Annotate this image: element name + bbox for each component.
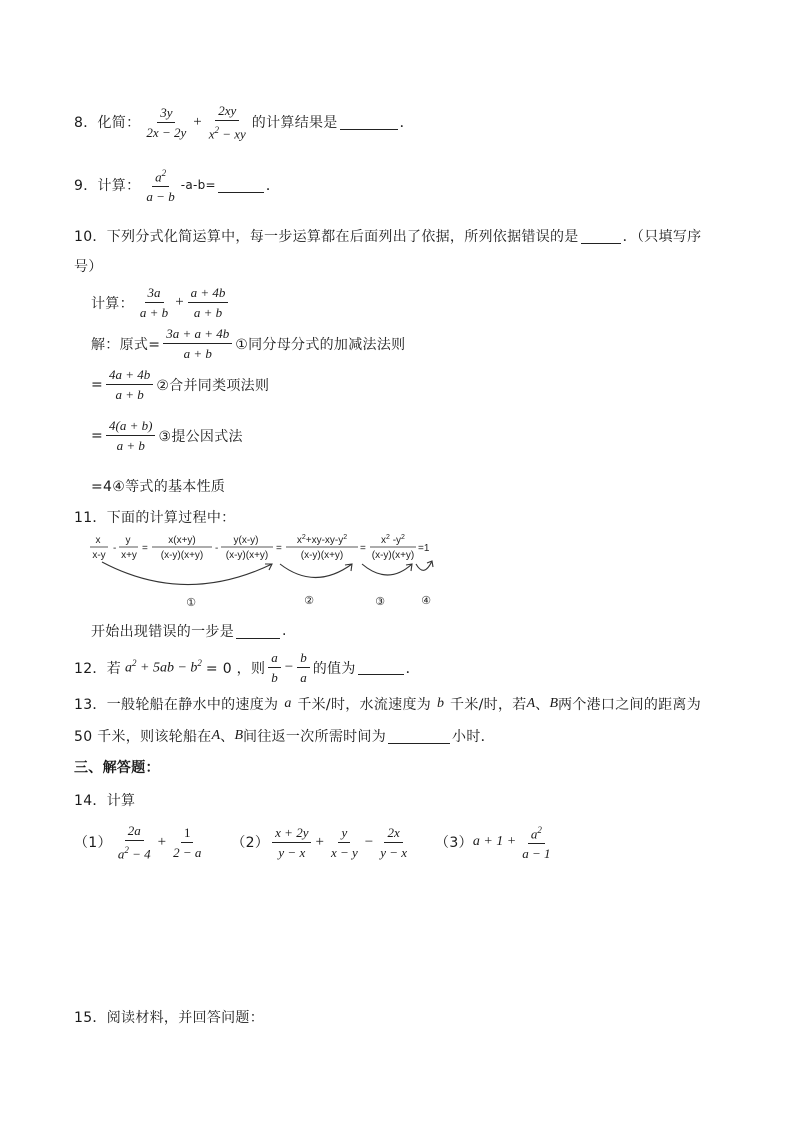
q10-step4 — [91, 476, 225, 496]
question-11 — [74, 507, 235, 527]
q12-eq-rhs: = 0 ，则 — [205, 660, 266, 677]
q9-answer-blank[interactable] — [218, 178, 264, 193]
q12-fraction-1: $\frac{a}{b}$ — [268, 650, 281, 685]
q11-answer-blank[interactable] — [236, 624, 280, 639]
q13-line2c: 小时． — [452, 729, 495, 745]
q13-line2b: 间往返一次所需时间为 — [243, 729, 387, 745]
q12-equation: $a^2 + 5ab - b^2$ — [125, 658, 202, 676]
q14-part-2-fraction-3: $\frac{2x}{y - x}$ — [380, 824, 408, 860]
svg-text:x-y: x-y — [92, 550, 106, 561]
q10-step3-fraction: $\frac{4(a + b)}{a + b}$ — [106, 418, 155, 453]
q10-sol-label: 解：原式= — [91, 336, 161, 353]
q13-var-a: a — [284, 696, 292, 711]
q14-part-2-label: （2） — [231, 835, 270, 852]
q10-calc-label: 计算： — [91, 295, 134, 312]
svg-text:-: - — [215, 543, 219, 554]
svg-text:x(x+y): x(x+y) — [168, 535, 196, 546]
q14-part-3-fraction: $\frac{a^2}{a - 1}$ — [522, 825, 551, 862]
q14-part-2-fraction-1: $\frac{x + 2y}{y - x}$ — [272, 825, 311, 860]
q14-parts: （1） $\frac{2a}{a^2 - 4}$ + $\frac{1}{2 - a}$ （2） $\frac{x + 2y}{y - x}$ + $\frac{y}{x - y}$ − $\frac{2x}{y - x}$ （3） a + 1 + $\frac{a^2}{a - 1}$ — [74, 823, 557, 861]
svg-text:y: y — [125, 535, 131, 546]
question-13: 13．一般轮船在静水中的速度为 a 千米/时，水流速度为 b 千米/时，若 A 、 B 两个港口之间的距离为 — [74, 696, 702, 713]
q14-part-1-fraction-1: $\frac{2a}{a^2 - 4}$ — [117, 823, 151, 862]
q8-end: ． — [399, 115, 414, 132]
q11-result: =1 — [418, 543, 430, 554]
svg-text:(x-y)(x+y): (x-y)(x+y) — [160, 550, 204, 561]
q13-answer-blank[interactable] — [388, 729, 450, 744]
q11-calculation-figure — [90, 531, 440, 611]
q10-step4-text: =4④等式的基本性质 — [91, 479, 226, 495]
q12-fraction-2: $\frac{b}{a}$ — [297, 650, 310, 685]
q13-line1c: 千米/时，若 — [450, 697, 527, 713]
q11-step-1: ① — [186, 597, 196, 609]
q13-line2: 50 千米，则该轮船在 A 、 B 间往返一次所需时间为 小时． — [74, 728, 495, 745]
q8-fraction-2: $\frac{2xy}{x^2 - xy}$ — [208, 103, 246, 142]
question-12: 12．若 $a^2 + 5ab - b^2$ = 0 ，则 $\frac{a}{b}$ − $\frac{b}{a}$ 的值为 ． — [74, 650, 420, 685]
q14-part-1-fraction-2: $\frac{1}{2 - a}$ — [173, 824, 202, 860]
svg-text:-: - — [113, 543, 117, 554]
svg-text:(x-y)(x+y): (x-y)(x+y) — [225, 550, 269, 561]
svg-text:(x-y)(x+y): (x-y)(x+y) — [300, 550, 344, 561]
q8-after: 的计算结果是 — [251, 115, 338, 132]
q11-step-4: ④ — [421, 595, 431, 607]
q11-step-3: ③ — [375, 596, 385, 608]
q10-text: 10．下列分式化简运算中，每一步运算都在后面列出了依据，所列依据错误的是 — [74, 229, 579, 245]
q11-answer — [91, 621, 287, 641]
q11-text: 11．下面的计算过程中： — [74, 510, 236, 526]
q10-step3-reason: ③提公因式法 — [158, 428, 243, 445]
svg-text:=: = — [360, 543, 366, 554]
svg-text:x2+xy-xy-y2: $x^2+xy-xy-y^2$ — [296, 534, 348, 546]
q12-after: 的值为 — [312, 660, 356, 677]
q11-arrow-1 — [102, 562, 272, 585]
q10-calc-fraction-1: $\frac{3a}{a + b}$ — [139, 285, 169, 320]
svg-text:=: = — [276, 543, 282, 554]
q10-step1-fraction: $\frac{3a + a + 4b}{a + b}$ — [163, 326, 232, 361]
q9-fraction: $\frac{a^2}{a - b}$ — [146, 168, 175, 205]
question-15 — [74, 1007, 264, 1027]
question-10 — [74, 226, 701, 246]
q13-line1d: 两个港口之间的距离为 — [558, 697, 702, 713]
q13-line2a: 50 千米，则该轮船在 — [74, 729, 212, 745]
q11-answer-end: . — [282, 623, 287, 639]
q8-answer-blank[interactable] — [340, 115, 398, 130]
q10-step2-reason: ②合并同类项法则 — [156, 377, 270, 394]
q11-answer-label: 开始出现错误的一步是 — [91, 624, 234, 640]
q10-answer-blank[interactable] — [581, 229, 621, 244]
section-3-heading — [74, 757, 160, 777]
q11-arrow-2 — [280, 564, 352, 578]
q10-step2 — [91, 367, 269, 402]
q15-label: 15．阅读材料，并回答问题： — [74, 1010, 265, 1026]
q14-part-3-label: （3） — [435, 835, 473, 852]
q10-step1-reason: ①同分母分式的加减法法则 — [235, 336, 406, 353]
q14-part-2-fraction-2: $\frac{y}{x - y}$ — [330, 824, 358, 860]
q13-ports-ab: A — [526, 696, 536, 711]
q13-line1a: 13．一般轮船在静水中的速度为 — [74, 697, 279, 713]
svg-text:=: = — [142, 543, 148, 554]
section-3-title: 三、解答题： — [74, 760, 160, 776]
q10-after: ．（只填写序 — [622, 229, 702, 245]
q10-step1 — [91, 326, 405, 361]
q9-label: 9．计算： — [74, 178, 141, 195]
q11-step-2: ② — [304, 595, 314, 607]
q12-label: 12．若 — [74, 660, 122, 677]
q10-eq-3: = — [91, 427, 104, 444]
q8-fraction-1: $\frac{3y}{2x - 2y}$ — [146, 104, 187, 140]
q12-end: ． — [405, 660, 420, 677]
q10-calc: 计算： $\frac{3a}{a + b}$ + $\frac{a + 4b}{a + b}$ — [91, 285, 231, 320]
q13-line1b: 千米/时，水流速度为 — [297, 697, 432, 713]
q10-step2-fraction: $\frac{4a + 4b}{a + b}$ — [106, 367, 153, 402]
q11-arrow-3 — [362, 564, 412, 575]
q14-part-3-expr: a + 1 + — [472, 834, 517, 850]
svg-text:y(x-y): y(x-y) — [233, 535, 259, 546]
q13-ports-ab-2: A — [211, 728, 221, 743]
svg-text:x: x — [95, 535, 101, 546]
q13-var-b: b — [437, 696, 445, 711]
svg-text:x2 -y2: $x^2$ $-y^2$ — [381, 534, 405, 546]
q14-label: 14．计算 — [74, 793, 136, 809]
q10-wrap — [74, 256, 103, 276]
q10-wrap-text: 号） — [74, 259, 103, 275]
q10-calc-fraction-2: $\frac{a + 4b}{a + b}$ — [188, 285, 229, 320]
q10-step3 — [91, 418, 243, 453]
q10-eq-2: = — [91, 376, 104, 393]
q9-end: ． — [265, 178, 281, 195]
question-9 — [74, 166, 280, 204]
svg-text:(x-y)(x+y): (x-y)(x+y) — [371, 550, 415, 561]
q8-label: 8．化简： — [74, 115, 141, 132]
question-8: 8．化简： $\frac{3y}{2x - 2y}$ + $\frac{2xy}{x^2 - xy}$ 的计算结果是 ． — [74, 103, 414, 142]
q12-answer-blank[interactable] — [358, 660, 404, 675]
svg-text:x+y: x+y — [121, 550, 137, 561]
question-14 — [74, 790, 135, 810]
q9-mid: -a-b= — [180, 178, 216, 193]
q14-part-1-label: （1） — [74, 835, 112, 852]
